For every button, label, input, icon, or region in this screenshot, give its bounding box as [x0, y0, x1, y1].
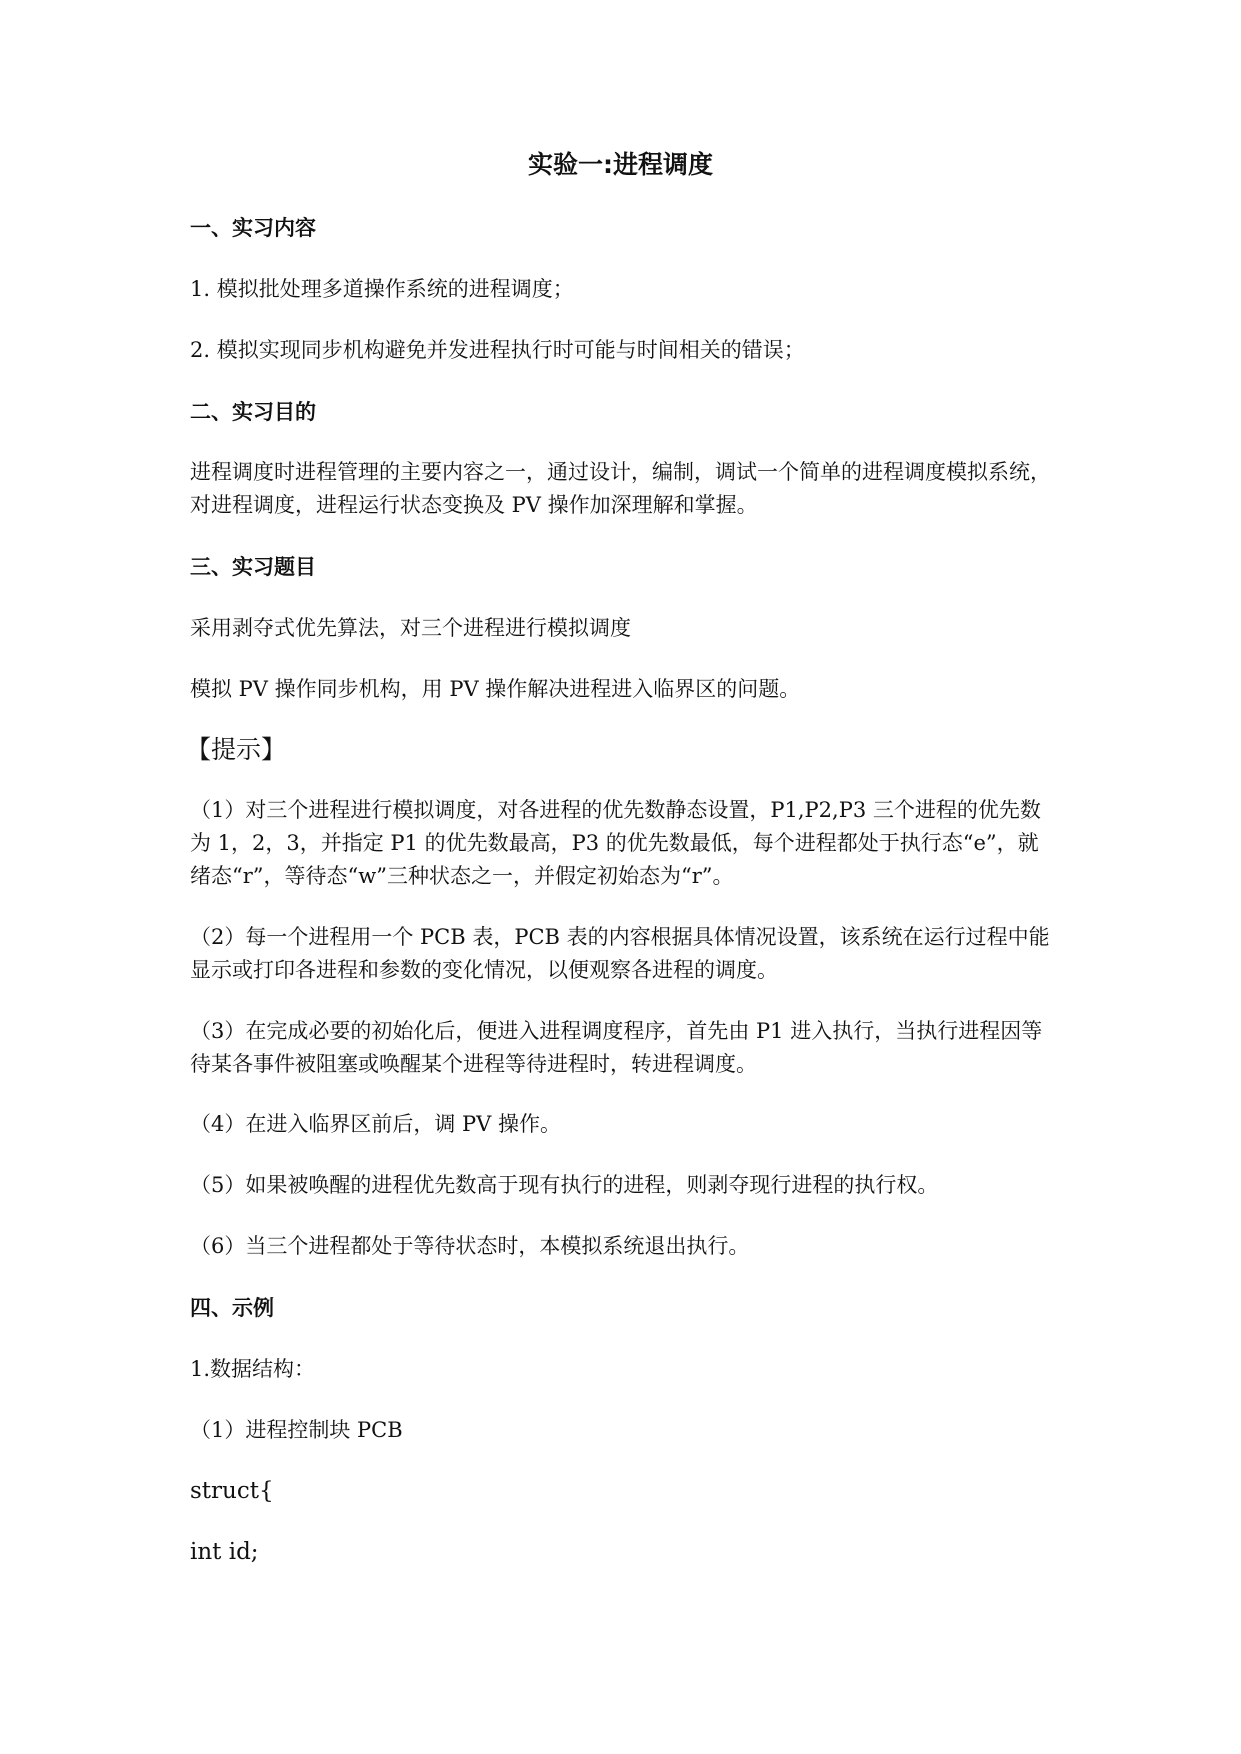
- hint-1-line-1: （1）对三个进程进行模拟调度，对各进程的优先数静态设置，P1,P2,P3 三个进程的优先数: [190, 798, 1041, 822]
- hint-label: 【提示】: [186, 735, 287, 764]
- hint-3-line-1: （3）在完成必要的初始化后，便进入进程调度程序，首先由 P1 进入执行，当执行进程因等: [190, 1019, 1043, 1043]
- hint-1-line-3: 绪态“r”，等待态“w”三种状态之一，并假定初始态为“r”。: [190, 864, 734, 888]
- hint-3-line-2: 待某各事件被阻塞或唤醒某个进程等待进程时，转进程调度。: [190, 1052, 757, 1076]
- content-item-1: 1. 模拟批处理多道操作系统的进程调度；: [190, 277, 574, 301]
- section-heading-example: 四、示例: [190, 1296, 274, 1320]
- content-item-2: 2. 模拟实现同步机构避免并发进程执行时可能与时间相关的错误；: [190, 338, 805, 362]
- hint-4: （4）在进入临界区前后，调 PV 操作。: [190, 1112, 562, 1136]
- hint-paragraph-1: [190, 794, 1070, 893]
- document-title: 实验一:进程调度: [528, 150, 713, 179]
- code-line-1: struct{: [190, 1478, 274, 1504]
- hint-1-line-2: 为 1，2，3，并指定 P1 的优先数最高，P3 的优先数最低，每个进程都处于执行态“e”，就: [190, 831, 1039, 855]
- example-pcb-item: （1）进程控制块 PCB: [190, 1418, 403, 1442]
- section-heading-content: 一、实习内容: [190, 216, 316, 240]
- purpose-line-2: 对进程调度，进程运行状态变换及 PV 操作加深理解和掌握。: [190, 493, 758, 517]
- topic-item-2: 模拟 PV 操作同步机构，用 PV 操作解决进程进入临界区的问题。: [190, 677, 801, 701]
- hint-6: （6）当三个进程都处于等待状态时，本模拟系统退出执行。: [190, 1234, 750, 1258]
- hint-paragraph-3: [190, 1015, 1070, 1081]
- purpose-line-1: 进程调度时进程管理的主要内容之一，通过设计，编制，调试一个简单的进程调度模拟系统，: [190, 460, 1051, 484]
- example-subheading: 1.数据结构：: [190, 1357, 316, 1381]
- hint-2-line-2: 显示或打印各进程和参数的变化情况，以便观察各进程的调度。: [190, 958, 778, 982]
- hint-2-line-1: （2）每一个进程用一个 PCB 表，PCB 表的内容根据具体情况设置，该系统在运行过程中能: [190, 925, 1050, 949]
- hint-5: （5）如果被唤醒的进程优先数高于现有执行的进程，则剥夺现行进程的执行权。: [190, 1173, 939, 1197]
- hint-paragraph-2: [190, 921, 1070, 987]
- section-heading-purpose: 二、实习目的: [190, 400, 316, 424]
- section-heading-topic: 三、实习题目: [190, 555, 316, 579]
- purpose-paragraph: [190, 456, 1070, 522]
- topic-item-1: 采用剥夺式优先算法，对三个进程进行模拟调度: [190, 616, 631, 640]
- code-line-2: int id;: [190, 1539, 259, 1565]
